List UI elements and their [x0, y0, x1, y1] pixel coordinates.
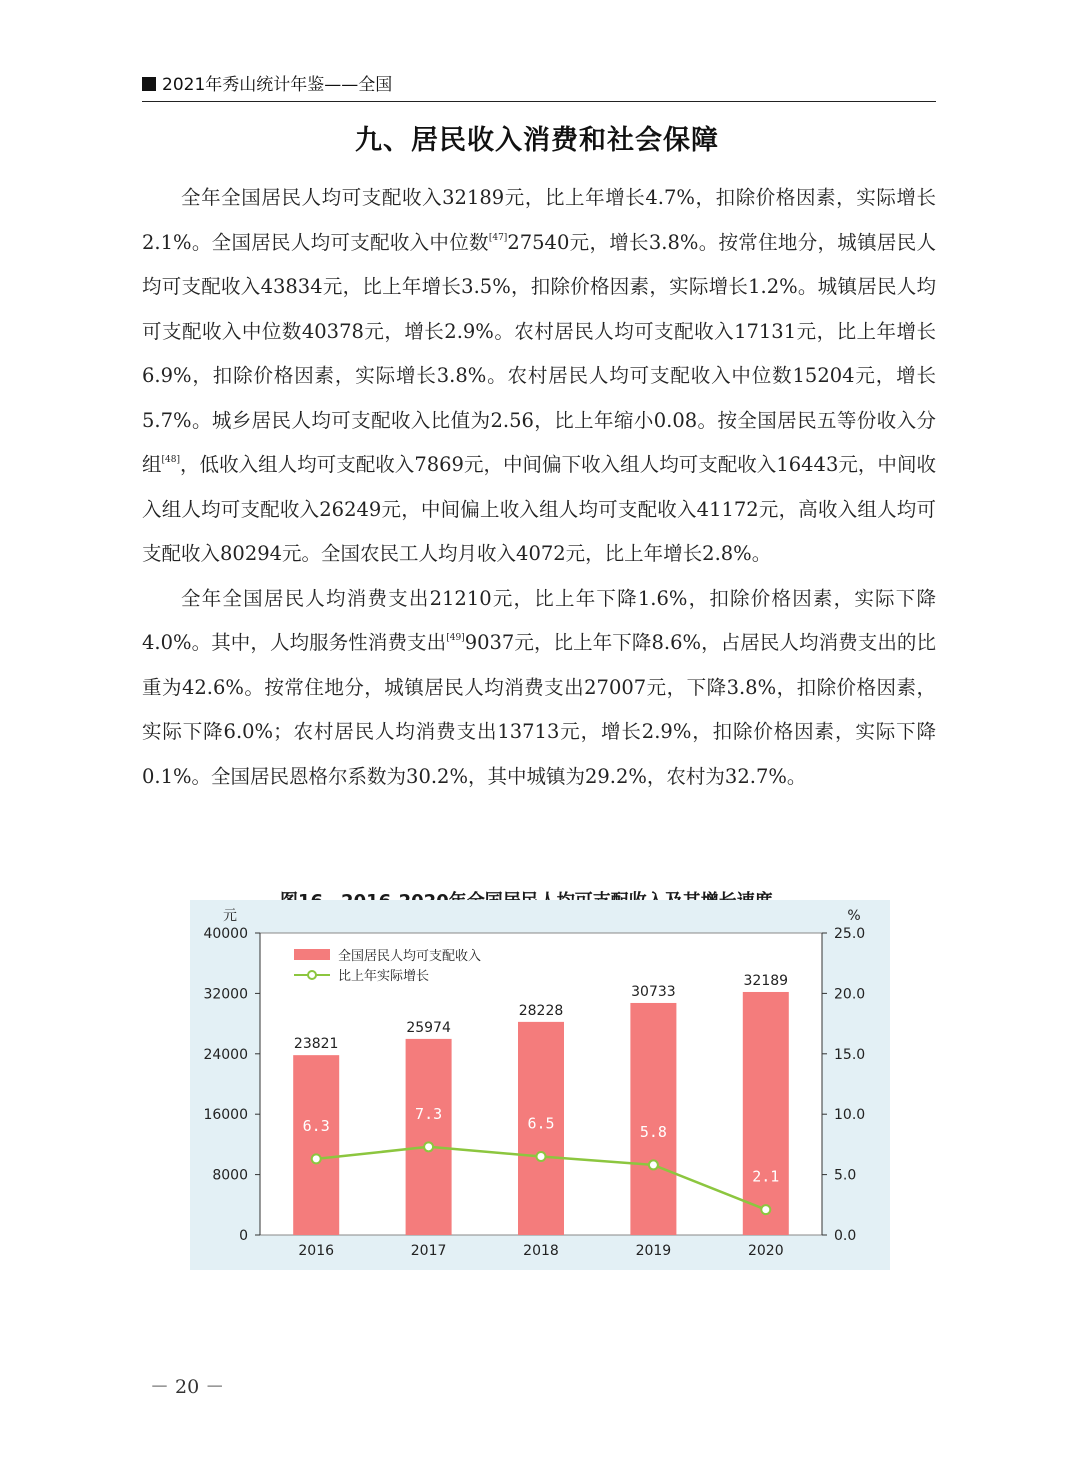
bar-value-label: 32189 [743, 972, 789, 989]
legend-line-marker [308, 971, 316, 979]
footnote-ref: [47] [488, 232, 508, 243]
growth-value-label: 7.3 [415, 1104, 443, 1123]
x-tick-label: 2019 [635, 1243, 672, 1259]
footnote-ref: [48] [161, 455, 181, 465]
bar-value-label: 23821 [293, 1036, 339, 1053]
page-number: － 20 － [150, 1376, 225, 1398]
income-chart [190, 900, 890, 1270]
y-right-tick-label: 20.0 [834, 986, 866, 1003]
growth-value-label: 6.3 [302, 1116, 330, 1135]
y-right-tick-label: 5.0 [834, 1167, 857, 1184]
growth-value-label: 2.1 [752, 1167, 780, 1186]
text-run: 9037元，比上年下降8.6%，占居民人均消费支出的比重为42.6%。按常住地分，城镇居民人均消费支出27007元，下降3.8%，扣除价格因素，实际下降6.0%；农村居民人均消费支出13713元，增长2.9%，扣除价格因素，实际下降0.1%。全国居民恩格尔系数为30.2%，其中城镇为29.2%，农村为32.7%。 [142, 631, 936, 788]
y-left-tick-label: 32000 [203, 986, 248, 1003]
y-right-tick-label: 0.0 [834, 1228, 857, 1244]
text-run: ，低收入组人均可支配收入7869元，中间偏下收入组人均可支配收入16443元，中间收入组人均可支配收入26249元，中间偏上收入组人均可支配收入41172元，高收入组人均可支配收入80294元。全国农民工人均月收入4072元，比上年增长2.8%。 [142, 453, 936, 565]
footnote-ref: [49] [446, 633, 465, 643]
section-title: 九、居民收入消费和社会保障 [355, 125, 719, 156]
growth-point [312, 1154, 321, 1163]
legend-line-label: 比上年实际增长 [338, 969, 430, 984]
body-text [142, 176, 936, 799]
growth-point [761, 1205, 770, 1214]
y-right-tick-label: 10.0 [834, 1107, 866, 1124]
bar-value-label: 25974 [406, 1019, 451, 1036]
bar-value-label: 28228 [518, 1002, 564, 1019]
bar [406, 1039, 452, 1235]
square-bullet-icon [142, 77, 156, 91]
x-tick-label: 2017 [410, 1243, 447, 1259]
x-tick-label: 2018 [523, 1243, 559, 1259]
x-tick-label: 2016 [298, 1243, 335, 1259]
running-header-title: 2021年秀山统计年鉴——全国 [162, 75, 393, 95]
legend-bar-label: 全国居民人均可支配收入 [338, 949, 482, 964]
y-left-tick-label: 8000 [212, 1167, 248, 1184]
y-left-tick-label: 16000 [203, 1107, 248, 1124]
y-left-tick-label: 40000 [203, 926, 248, 942]
paragraph-consumption [142, 577, 936, 800]
y-left-tick-label: 24000 [203, 1046, 248, 1063]
growth-point [649, 1160, 658, 1169]
y-right-tick-label: 15.0 [834, 1046, 866, 1063]
growth-point [537, 1152, 546, 1161]
bar [743, 992, 789, 1235]
running-header [142, 70, 936, 102]
text-run: 全年全国居民人均可支配收入32189元，比上年增长4.7%，扣除价格因素，实际增长2.1%。全国居民人均可支配收入中位数 [142, 186, 936, 254]
y-left-tick-label: 0 [239, 1228, 248, 1244]
growth-value-label: 6.5 [527, 1114, 555, 1133]
x-tick-label: 2020 [747, 1243, 784, 1259]
text-run: 27540元，增长3.8%。按常住地分，城镇居民人均可支配收入43834元，比上年增长3.5%，扣除价格因素，实际增长1.2%。城镇居民人均可支配收入中位数40378元，增长2.9%。农村居民人均可支配收入17131元，比上年增长6.9%，扣除价格因素，实际增长3.8%。农村居民人均可支配收入中位数15204元，增长5.7%。城乡居民人均可支配收入比值为2.56，比上年缩小0.08。按全国居民五等份收入分组 [142, 230, 936, 476]
text-run: 全年全国居民人均消费支出21210元，比上年下降1.6%，扣除价格因素，实际下降4.0%。其中，人均服务性消费支出 [142, 586, 936, 654]
y-right-unit: % [847, 908, 861, 924]
paragraph-income [142, 176, 936, 577]
bar [293, 1055, 339, 1235]
growth-point [424, 1142, 433, 1151]
bar [630, 1003, 676, 1235]
bar-value-label: 30733 [631, 983, 676, 1000]
growth-value-label: 5.8 [639, 1122, 667, 1141]
y-right-tick-label: 25.0 [834, 926, 866, 942]
y-left-unit: 元 [223, 908, 237, 924]
legend-bar-swatch [294, 949, 330, 960]
